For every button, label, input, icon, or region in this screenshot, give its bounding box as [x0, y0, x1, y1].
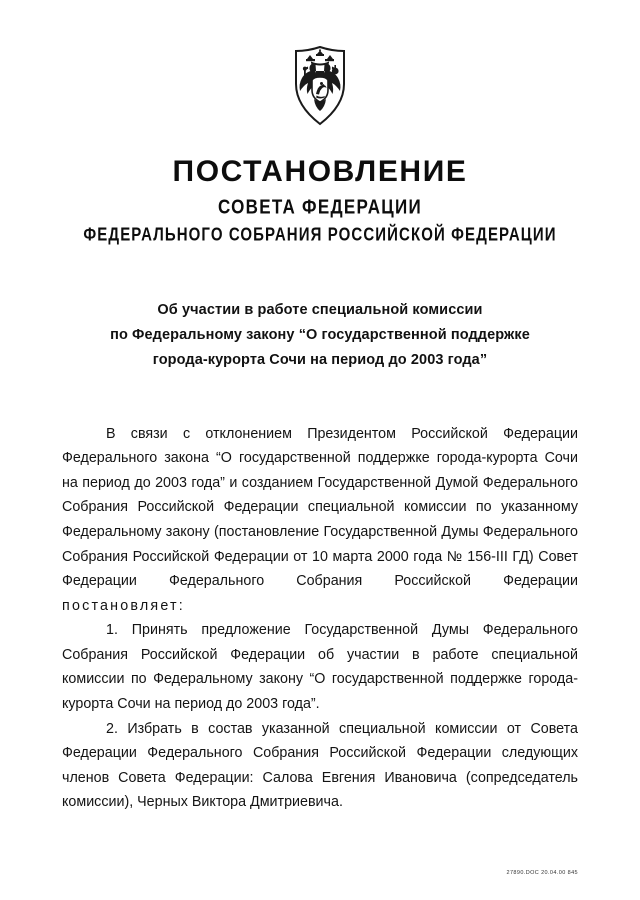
preamble-resolves-word: постановляет:: [62, 597, 185, 614]
title-block: [62, 155, 578, 245]
paragraph-item-1: 1. Принять предложение Государственной Думы Федерального Собрания Российской Федерации об участии в работе специальной комиссии по Федеральному закону “О государственной поддержке города-курорта Сочи на период до 2003 года”.: [62, 622, 578, 712]
preamble-text: В связи с отклонением Президентом Российской Федерации Федерального закона “О государственной поддержке города-курорта Сочи на период до 2003 года” и созданием Государственной Думой Федерального Собрания Российской Федерации специальной комиссии по указанному Федеральному закону (постановление Государственной Думы Федерального Собрания Российской Федерации от 10 марта 2000 года № 156-III ГД) Совет Федерации Федерального Собрания Российской Федерации: [62, 425, 578, 590]
subtitle-assembly: ФЕДЕРАЛЬНОГО СОБРАНИЯ РОССИЙСКОЙ ФЕДЕРАЦИИ: [83, 224, 557, 245]
russian-coat-of-arms-icon: [287, 44, 353, 128]
subtitle-council: СОВЕТА ФЕДЕРАЦИИ: [217, 195, 423, 218]
subject-line-2: по Федеральному закону “О государственной поддержке: [110, 326, 530, 343]
document-body: [62, 422, 578, 815]
subject-line-3: города-курорта Сочи на период до 2003 года”: [152, 352, 488, 369]
page-title: ПОСТАНОВЛЕНИЕ: [172, 155, 468, 188]
footer-document-code: 27890.DOC 20.04.00 845: [506, 870, 578, 876]
document-subject: [62, 298, 578, 374]
paragraph-preamble: [62, 422, 578, 619]
paragraph-item-2: 2. Избрать в состав указанной специальной комиссии от Совета Федерации Федерального Собрания Российской Федерации следующих членов Совета Федерации: Салова Евгения Ивановича (сопредседатель комиссии), Черных Виктора Дмитриевича.: [62, 720, 578, 811]
emblem-container: [62, 0, 578, 128]
subject-line-1: Об участии в работе специальной комиссии: [157, 301, 483, 318]
